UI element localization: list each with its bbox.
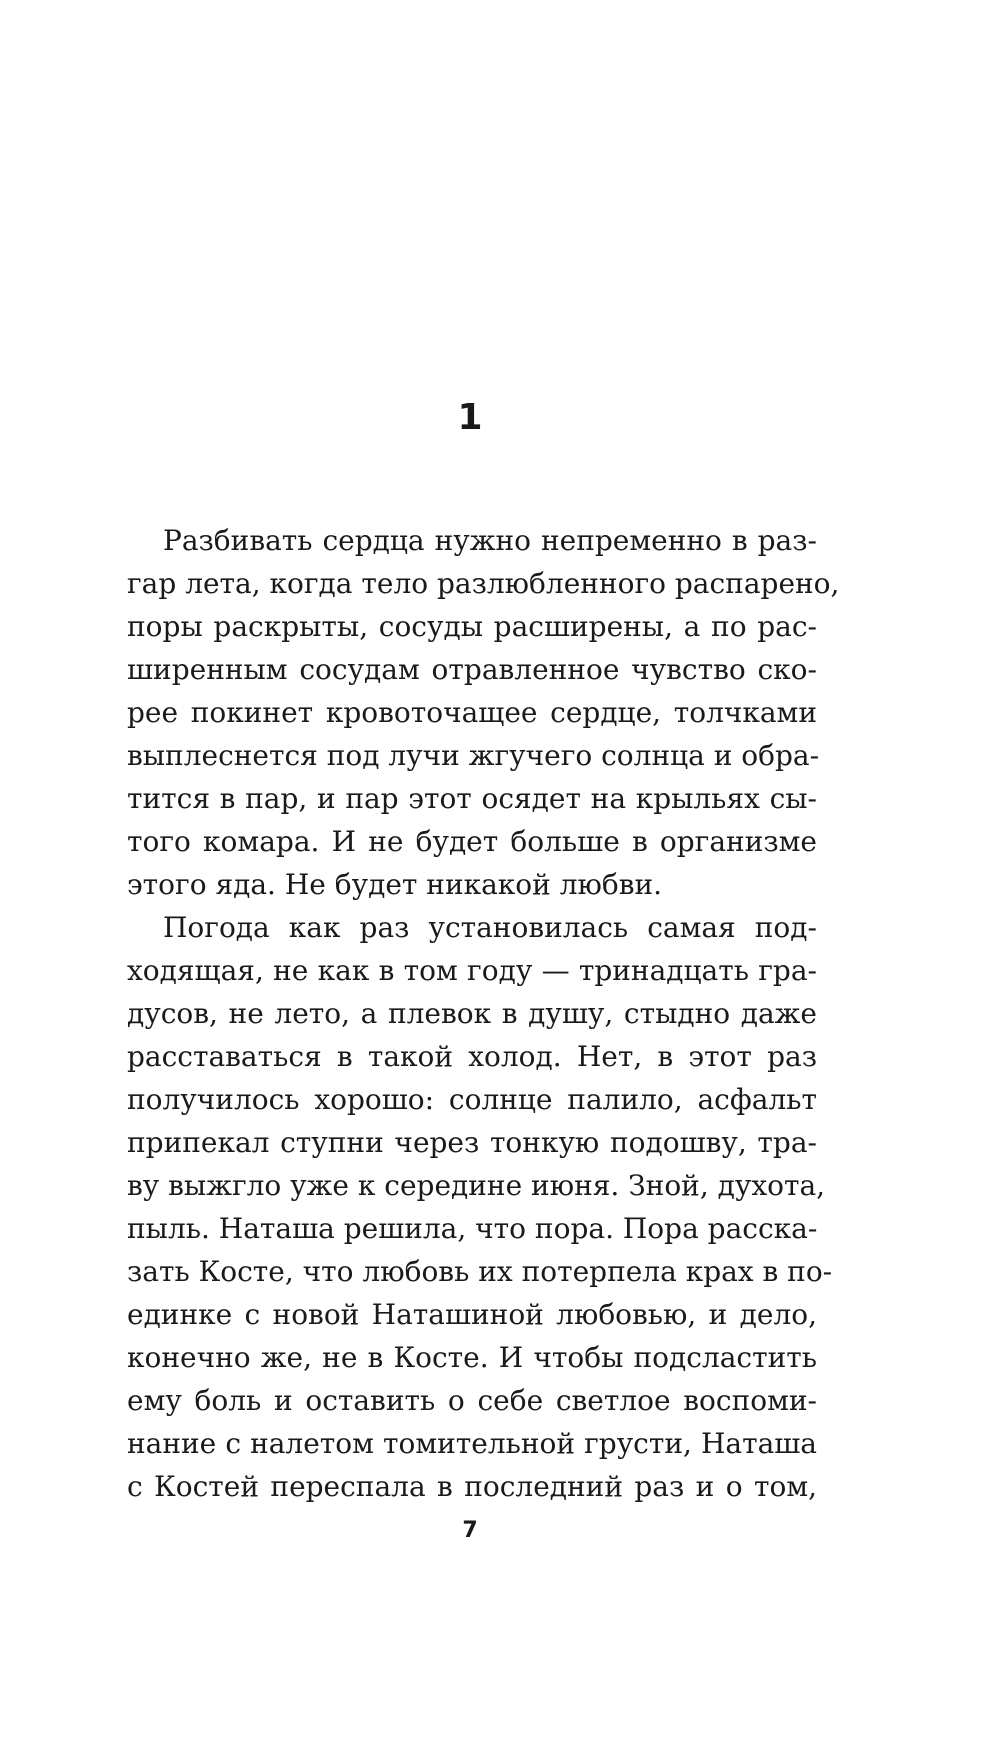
text-line: тится в пар, и пар этот осядет на крыльях сы-	[127, 782, 817, 815]
text-line: ему боль и оставить о себе светлое воспоми-	[127, 1384, 817, 1417]
text-line: ходящая, не как в том году — тринадцать гра-	[127, 954, 817, 987]
text-line: нание с налетом томительной грусти, Наташа	[127, 1427, 817, 1460]
text-line: этого яда. Не будет никакой любви.	[127, 868, 663, 901]
chapter-number: 1	[457, 397, 483, 438]
body-text	[127, 519, 840, 1508]
text-line: дусов, не лето, а плевок в душу, стыдно даже	[127, 997, 817, 1030]
text-line: ширенным сосудам отравленное чувство ско-	[127, 653, 817, 686]
text-line: гар лета, когда тело разлюбленного распарено,	[127, 567, 840, 600]
text-line: расставаться в такой холод. Нет, в этот раз	[127, 1040, 817, 1073]
text-line: припекал ступни через тонкую подошву, тра-	[127, 1126, 817, 1159]
text-line: Разбивать сердца нужно непременно в раз-	[163, 524, 817, 557]
text-line: единке с новой Наташиной любовью, и дело,	[127, 1298, 817, 1331]
text-line: того комара. И не будет больше в организме	[127, 825, 817, 858]
text-line: конечно же, не в Косте. И чтобы подсластить	[127, 1341, 817, 1374]
text-line: поры раскрыты, сосуды расширены, а по рас-	[127, 610, 817, 643]
text-line: зать Косте, что любовь их потерпела крах в по-	[127, 1255, 833, 1288]
text-line: с Костей переспала в последний раз и о том,	[127, 1470, 817, 1503]
text-line: пыль. Наташа решила, что пора. Пора расска-	[127, 1212, 818, 1245]
text-line: Погода как раз установилась самая под-	[163, 911, 817, 944]
text-line: ву выжгло уже к середине июня. Зной, духота,	[127, 1169, 826, 1202]
text-line: выплеснется под лучи жгучего солнца и обра-	[127, 739, 820, 772]
page-number: 7	[462, 1518, 478, 1543]
text-line: рее покинет кровоточащее сердце, толчками	[127, 696, 817, 729]
text-line: получилось хорошо: солнце палило, асфальт	[127, 1083, 817, 1116]
